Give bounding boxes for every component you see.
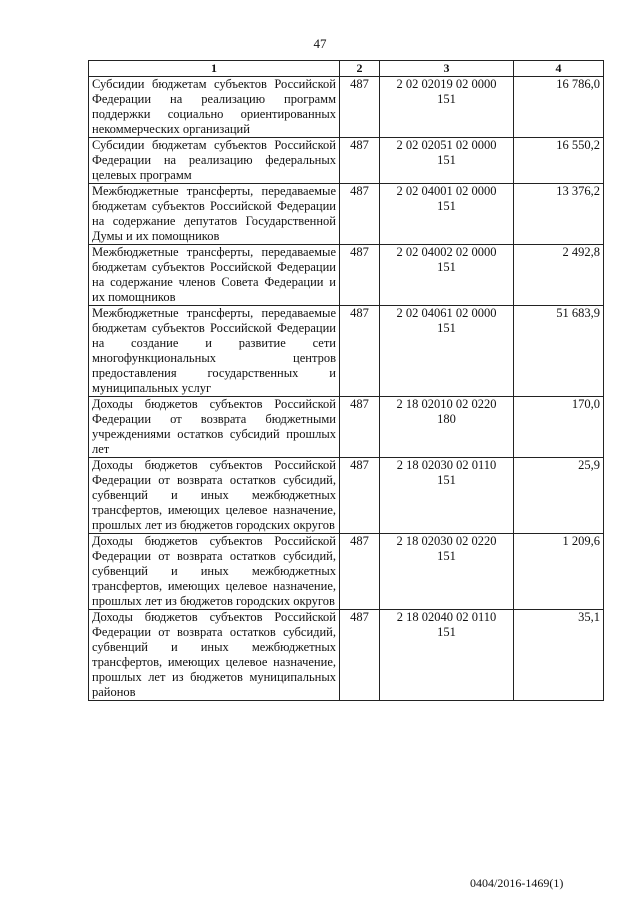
document-code: 0404/2016-1469(1) [470, 876, 564, 890]
row-description: Доходы бюджетов субъектов Российской Федерации от возврата остатков субсидий, субвенций и иных межбюджетных трансфертов, имеющих целевое назначение, прошлых лет из бюджетов муниципальных районов [89, 610, 340, 701]
row-admin-code: 487 [340, 184, 380, 245]
row-amount: 35,1 [514, 610, 604, 701]
header-col-4: 4 [514, 61, 604, 77]
row-budget-code [380, 245, 514, 306]
row-admin-code: 487 [340, 397, 380, 458]
row-budget-code [380, 397, 514, 458]
header-col-1: 1 [89, 61, 340, 77]
budget-code-suffix: 151 [437, 199, 456, 213]
budget-code-suffix: 151 [437, 260, 456, 274]
header-col-3: 3 [380, 61, 514, 77]
row-budget-code [380, 534, 514, 610]
row-admin-code: 487 [340, 77, 380, 138]
table-row [89, 458, 604, 534]
row-budget-code [380, 184, 514, 245]
budget-code-main: 2 18 02010 02 0220 [396, 397, 497, 411]
budget-code-main: 2 02 04061 02 0000 [396, 306, 497, 320]
budget-code-suffix: 151 [437, 321, 456, 335]
table-row [89, 610, 604, 701]
budget-code-suffix: 180 [437, 412, 456, 426]
row-description: Доходы бюджетов субъектов Российской Федерации от возврата остатков субсидий, субвенций и иных межбюджетных трансфертов, имеющих целевое назначение, прошлых лет из бюджетов городских округов [89, 458, 340, 534]
row-amount: 13 376,2 [514, 184, 604, 245]
row-admin-code: 487 [340, 534, 380, 610]
budget-code-suffix: 151 [437, 549, 456, 563]
budget-table [88, 60, 604, 701]
row-amount: 25,9 [514, 458, 604, 534]
table-row [89, 397, 604, 458]
table-row [89, 138, 604, 184]
table-row [89, 77, 604, 138]
budget-code-suffix: 151 [437, 473, 456, 487]
row-budget-code [380, 138, 514, 184]
row-budget-code [380, 458, 514, 534]
row-budget-code [380, 77, 514, 138]
row-description: Субсидии бюджетам субъектов Российской Федерации на реализацию федеральных целевых программ [89, 138, 340, 184]
row-amount: 170,0 [514, 397, 604, 458]
table-row [89, 184, 604, 245]
row-amount: 1 209,6 [514, 534, 604, 610]
page-number: 47 [313, 36, 327, 51]
row-admin-code: 487 [340, 610, 380, 701]
row-admin-code: 487 [340, 306, 380, 397]
budget-code-main: 2 02 04001 02 0000 [396, 184, 497, 198]
table-header-row [89, 61, 604, 77]
budget-code-main: 2 18 02030 02 0220 [396, 534, 497, 548]
budget-code-main: 2 02 02051 02 0000 [396, 138, 497, 152]
budget-code-suffix: 151 [437, 92, 456, 106]
row-amount: 16 550,2 [514, 138, 604, 184]
row-amount: 2 492,8 [514, 245, 604, 306]
budget-code-main: 2 18 02030 02 0110 [396, 458, 497, 472]
row-description: Доходы бюджетов субъектов Российской Федерации от возврата бюджетными учреждениями остатков субсидий прошлых лет [89, 397, 340, 458]
table-row [89, 534, 604, 610]
table-row [89, 306, 604, 397]
table-row [89, 245, 604, 306]
row-description: Доходы бюджетов субъектов Российской Федерации от возврата остатков субсидий, субвенций и иных межбюджетных трансфертов, имеющих целевое назначение, прошлых лет из бюджетов городских округов [89, 534, 340, 610]
row-admin-code: 487 [340, 458, 380, 534]
budget-code-main: 2 02 02019 02 0000 [396, 77, 497, 91]
budget-code-main: 2 18 02040 02 0110 [396, 610, 497, 624]
row-admin-code: 487 [340, 138, 380, 184]
header-col-2: 2 [340, 61, 380, 77]
budget-code-suffix: 151 [437, 153, 456, 167]
row-budget-code [380, 306, 514, 397]
row-description: Субсидии бюджетам субъектов Российской Федерации на реализацию программ поддержки социально ориентированных некоммерческих организаций [89, 77, 340, 138]
row-admin-code: 487 [340, 245, 380, 306]
row-amount: 16 786,0 [514, 77, 604, 138]
row-amount: 51 683,9 [514, 306, 604, 397]
row-description: Межбюджетные трансферты, передаваемые бюджетам субъектов Российской Федерации на содержание членов Совета Федерации и их помощников [89, 245, 340, 306]
budget-code-suffix: 151 [437, 625, 456, 639]
row-budget-code [380, 610, 514, 701]
row-description: Межбюджетные трансферты, передаваемые бюджетам субъектов Российской Федерации на создание и развитие сети многофункциональных центров предоставления государственных и муниципальных услуг [89, 306, 340, 397]
row-description: Межбюджетные трансферты, передаваемые бюджетам субъектов Российской Федерации на содержание депутатов Государственной Думы и их помощников [89, 184, 340, 245]
budget-code-main: 2 02 04002 02 0000 [396, 245, 497, 259]
